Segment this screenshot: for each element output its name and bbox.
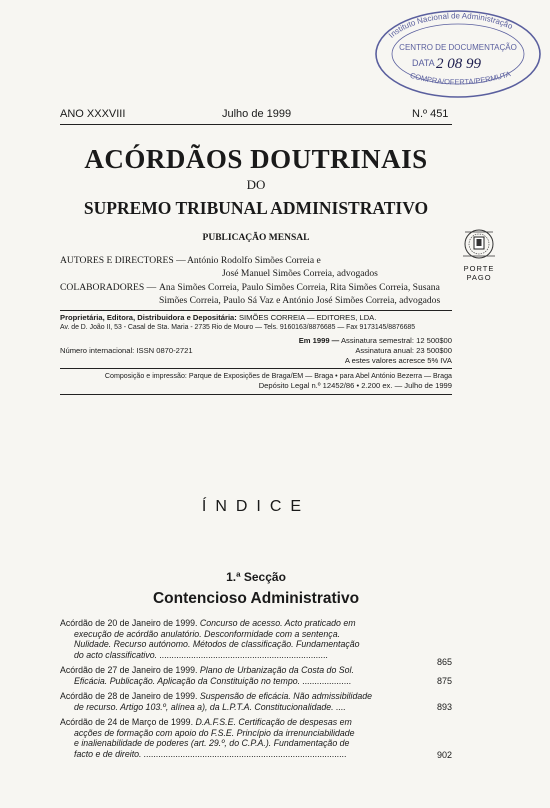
- stamp-institution-text: Instituto Nacional de Administração: [386, 11, 515, 40]
- publisher-rule: [60, 368, 452, 369]
- stamp-handwritten-date: 2 08 99: [436, 56, 481, 72]
- print-info-line-2: Depósito Legal n.º 12452/86 • 2.200 ex. — Julho de 1999: [258, 381, 452, 390]
- porte-pago-label: [455, 264, 503, 282]
- subject-heading: Contencioso Administrativo: [152, 590, 360, 607]
- volume-label: ANO XXXVIII: [60, 108, 126, 120]
- entry-page-number: 865: [436, 657, 452, 667]
- entry-lead: Acórdão de 28 de Janeiro de 1999.: [60, 691, 198, 701]
- entry-text: Concurso de acesso. Acto praticado em: [199, 618, 356, 628]
- entry-page-number: 902: [436, 750, 452, 760]
- section-heading: 1.ª Secção: [226, 570, 286, 584]
- index-heading: ÍNDICE: [201, 498, 311, 515]
- porte-text: PORTE: [463, 264, 495, 273]
- title-connector: DO: [246, 177, 266, 192]
- index-entry: [60, 665, 452, 686]
- issue-date: Julho de 1999: [222, 108, 292, 120]
- entry-text: de recurso. Artigo 103.º, alínea a), da L.P.T.A. Constitucionalidade. ....: [74, 701, 346, 712]
- collaborators-label: COLABORADORES —: [60, 282, 157, 293]
- entry-page-number: 875: [436, 676, 452, 686]
- coat-of-arms-icon: [458, 226, 500, 262]
- price-semester-value: Assinatura semestral: 12 500$00: [340, 336, 452, 345]
- document-stamp: [372, 6, 544, 102]
- entry-text: do acto classificativo. .....................................................................: [74, 649, 329, 660]
- price-annual: Assinatura anual: 23 500$00: [355, 346, 452, 355]
- publisher-name: SIMÕES CORREIA — EDITORES, LDA.: [238, 313, 377, 322]
- entry-text: facto e de direito. ...................................................................................: [74, 748, 347, 759]
- entry-text: Eficácia. Publicação. Aplicação da Constituição no tempo. ....................: [74, 675, 352, 686]
- entry-text: Plano de Urbanização da Costa do Sol.: [199, 665, 354, 675]
- entry-text: execução de acórdão anulatório. Desconformidade com a sentença.: [74, 628, 341, 639]
- credits-rule: [60, 310, 452, 311]
- issue-number: N.º 451: [412, 108, 449, 120]
- vat-note: A estes valores acresce 5% IVA: [344, 356, 452, 365]
- collaborators-line-2: Simões Correia, Paulo Sá Vaz e António José Simões Correia, advogados: [159, 295, 441, 306]
- pago-text: PAGO: [466, 273, 492, 282]
- print-info-rule: [60, 394, 452, 395]
- index-entry: [60, 691, 452, 712]
- price-semester: [295, 336, 452, 347]
- authors-label: AUTORES E DIRECTORES —: [60, 255, 186, 266]
- entry-lead: Acórdão de 27 de Janeiro de 1999.: [60, 665, 198, 675]
- publisher-address: Av. de D. João II, 53 - Casal de Sta. Maria - 2735 Rio de Mouro — Tels. 9160163/8876685 — Fax 9173145/8876685: [60, 324, 416, 331]
- entry-lead: Acórdão de 24 de Março de 1999.: [60, 717, 194, 727]
- entry-text: e inalienabilidade de poderes (art. 29.º, do C.P.A.). Fundamentação de: [74, 738, 350, 749]
- issn-number: Número internacional: ISSN 0870-2721: [60, 346, 193, 355]
- index-entry: [60, 618, 452, 660]
- authors-line-2: José Manuel Simões Correia, advogados: [222, 268, 378, 279]
- index-entry: [60, 717, 452, 759]
- publisher-label: Proprietária, Editora, Distribuidora e Depositária:: [60, 313, 237, 322]
- publication-frequency: PUBLICAÇÃO MENSAL: [202, 233, 310, 243]
- entry-text: D.A.F.S.E. Certificação de despesas em: [195, 717, 352, 727]
- collaborators-line-1: Ana Simões Correia, Paulo Simões Correia, Rita Simões Correia, Susana: [159, 282, 440, 293]
- price-year: Em 1999 —: [298, 336, 340, 345]
- stamp-acquisition-text: COMPRA/OFERTA/PERMUTA: [409, 69, 512, 87]
- publisher-line: [60, 313, 452, 324]
- court-name: SUPREMO TRIBUNAL ADMINISTRATIVO: [83, 198, 429, 218]
- stamp-date-label: DATA: [412, 58, 435, 68]
- authors-line-1: António Rodolfo Simões Correia e: [187, 255, 321, 266]
- entry-text: Suspensão de eficácia. Não admissibilidade: [199, 691, 373, 701]
- print-info-line-1: Composição e impressão: Parque de Exposições de Braga/EM — Braga • para Abel António Bezerra — Braga: [104, 372, 452, 380]
- entry-text: Nulidade. Recurso autónomo. Métodos de classificação. Fundamentação: [74, 639, 360, 650]
- stamp-center-text: CENTRO DE DOCUMENTAÇÃO: [399, 43, 517, 52]
- entry-page-number: 893: [436, 702, 452, 712]
- entry-text: acções de formação com apoio do F.S.E. Princípio da irrenunciabilidade: [74, 727, 355, 738]
- entry-lead: Acórdão de 20 de Janeiro de 1999.: [60, 618, 198, 628]
- journal-title: ACÓRDÃOS DOUTRINAIS: [84, 144, 428, 174]
- header-rule: [60, 124, 452, 125]
